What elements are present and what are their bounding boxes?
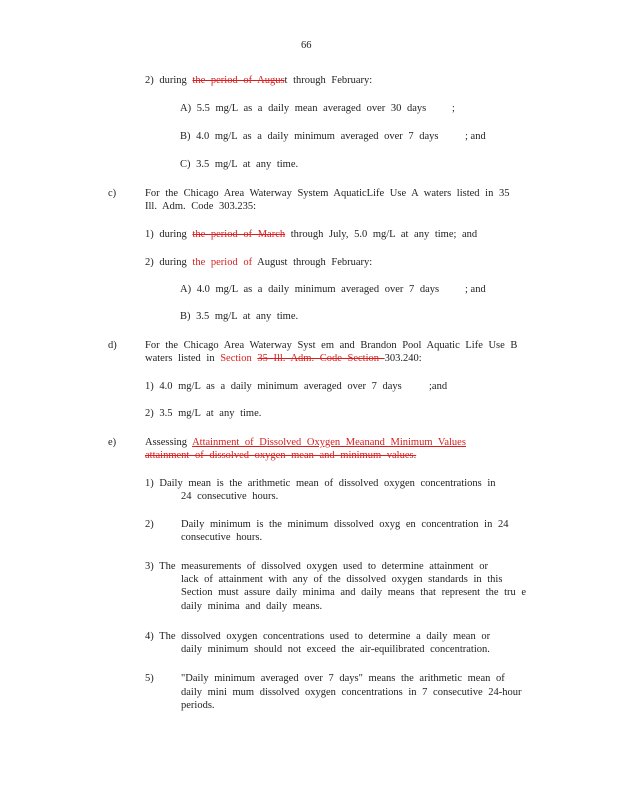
c-item-2-end: August through February: (252, 257, 373, 268)
c-sub-a: A) 4.0 mg/L as a daily minimum averaged over 7 days (180, 284, 440, 295)
d-line-2-end: 303.240: (384, 353, 422, 364)
c-sub-a-end: ; and (465, 284, 486, 295)
s1-item-2-start: 2) during (145, 75, 193, 86)
c-item-2 (145, 256, 372, 269)
d-item-1: 1) 4.0 mg/L as a daily minimum averaged over 7 days (145, 381, 402, 392)
c-label: c) (108, 188, 117, 199)
e-item-2-line-1: Daily minimum is the minimum dissolved oxyg en concentration in 24 (181, 519, 509, 530)
d-item-2: 2) 3.5 mg/L at any time. (145, 408, 262, 419)
s1-item-2-end: t through February: (284, 75, 373, 86)
d-line-2-start: waters listed in (145, 353, 221, 364)
c-item-2-red: the period of (192, 257, 253, 268)
c-sub-b: B) 3.5 mg/L at any time. (180, 311, 299, 322)
d-line-1: For the Chicago Area Waterway Syst em and Brandon Pool Aquatic Life Use B (145, 340, 518, 351)
e-item-2-line-2: consecutive hours. (181, 532, 263, 543)
e-item-5-line-1: "Daily minimum averaged over 7 days" means the arithmetic mean of (181, 673, 505, 684)
s1-item-2 (145, 74, 372, 87)
c-line-2: Ill. Adm. Code 303.235: (145, 201, 257, 212)
e-item-1-line-2: 24 consecutive hours. (181, 491, 279, 502)
d-line-2-red-insert: Section (220, 353, 252, 364)
e-heading-intro: Assessing (145, 437, 193, 448)
c-item-1-red: the period of March (192, 229, 286, 240)
d-label: d) (108, 340, 117, 351)
e-item-3-line-2: lack of attainment with any of the dissolved oxygen standards in this (181, 574, 503, 585)
s1-sub-a-end: ; (452, 103, 455, 114)
e-item-3: 3) The measurements of dissolved oxygen used to determine attainment or (145, 561, 488, 572)
s1-sub-b: B) 4.0 mg/L as a daily minimum averaged over 7 days (180, 131, 439, 142)
e-item-3-line-4: daily minima and daily means. (181, 601, 323, 612)
s1-sub-b-end: ; and (465, 131, 486, 142)
d-line-2 (145, 352, 422, 365)
e-item-2-number: 2) (145, 519, 154, 530)
e-heading (145, 436, 466, 449)
page-number: 66 (301, 40, 312, 51)
e-heading-red-insert: Attainment of Dissolved Oxygen Meanand Minimum Values (192, 437, 466, 448)
e-item-4: 4) The dissolved oxygen concentrations used to determine a daily mean or (145, 631, 491, 642)
e-item-5-line-3: periods. (181, 700, 215, 711)
c-line-1: For the Chicago Area Waterway System AquaticLife Use A waters listed in 35 (145, 188, 510, 199)
d-line-2-red-strike: 35 Ill. Adm. Code Section (257, 353, 385, 364)
s1-item-2-red: the period of Augus (192, 75, 285, 86)
e-heading-red-strike: attainment of dissolved oxygen mean and minimum values. (145, 450, 417, 461)
c-item-2-start: 2) during (145, 257, 193, 268)
e-item-3-line-3: Section must assure daily minima and daily means that represent the tru e (181, 587, 527, 598)
c-item-1-start: 1) during (145, 229, 193, 240)
d-item-1-end: ;and (429, 381, 448, 392)
s1-sub-a: A) 5.5 mg/L as a daily mean averaged over 30 days (180, 103, 427, 114)
e-item-5-number: 5) (145, 673, 154, 684)
c-item-1 (145, 228, 477, 241)
e-item-1: 1) Daily mean is the arithmetic mean of dissolved oxygen concentrations in (145, 478, 496, 489)
c-item-1-end: through July, 5.0 mg/L at any time; and (285, 229, 478, 240)
e-item-4-line-2: daily minimum should not exceed the air-equilibrated concentration. (181, 644, 490, 655)
e-item-5-line-2: daily mini mum dissolved oxygen concentrations in 7 consecutive 24-hour (181, 687, 522, 698)
s1-sub-c: C) 3.5 mg/L at any time. (180, 159, 299, 170)
e-label: e) (108, 437, 117, 448)
